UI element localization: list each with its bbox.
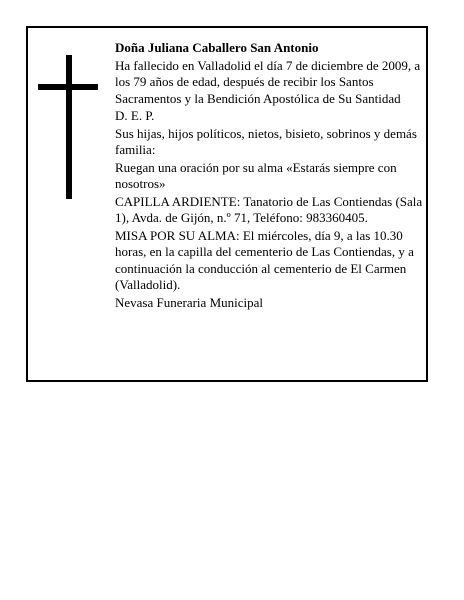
wake-info: CAPILLA ARDIENTE: Tanatorio de Las Contiendas (Sala 1), Avda. de Gijón, n.º 71, Teléfono: 983360405. bbox=[115, 193, 423, 225]
deceased-name: Doña Juliana Caballero San Antonio bbox=[115, 40, 319, 55]
obituary-notice bbox=[26, 26, 428, 382]
funeral-home: Nevasa Funeraria Municipal bbox=[115, 294, 264, 310]
mass-info: MISA POR SU ALMA: El miércoles, día 9, a las 10.30 horas, en la capilla del cementerio de Las Contiendas, y a continuación la conducción al cementerio de El Carmen (Valladolid). bbox=[115, 227, 414, 292]
cross-horizontal-bar bbox=[38, 84, 98, 90]
death-announcement: Ha fallecido en Valladolid el día 7 de diciembre de 2009, a los 79 años de edad, después de recibir los Santos Sacramentos y la Bendición Apostólica de Su Santidad bbox=[115, 57, 421, 106]
rip-line: D. E. P. bbox=[115, 108, 155, 123]
prayer-request: Ruegan una oración por su alma «Estarás siempre con nosotros» bbox=[115, 159, 397, 191]
cross-vertical-bar bbox=[66, 55, 72, 199]
family-line: Sus hijas, hijos políticos, nietos, bisieto, sobrinos y demás familia: bbox=[115, 125, 417, 157]
notice-text bbox=[115, 40, 423, 312]
